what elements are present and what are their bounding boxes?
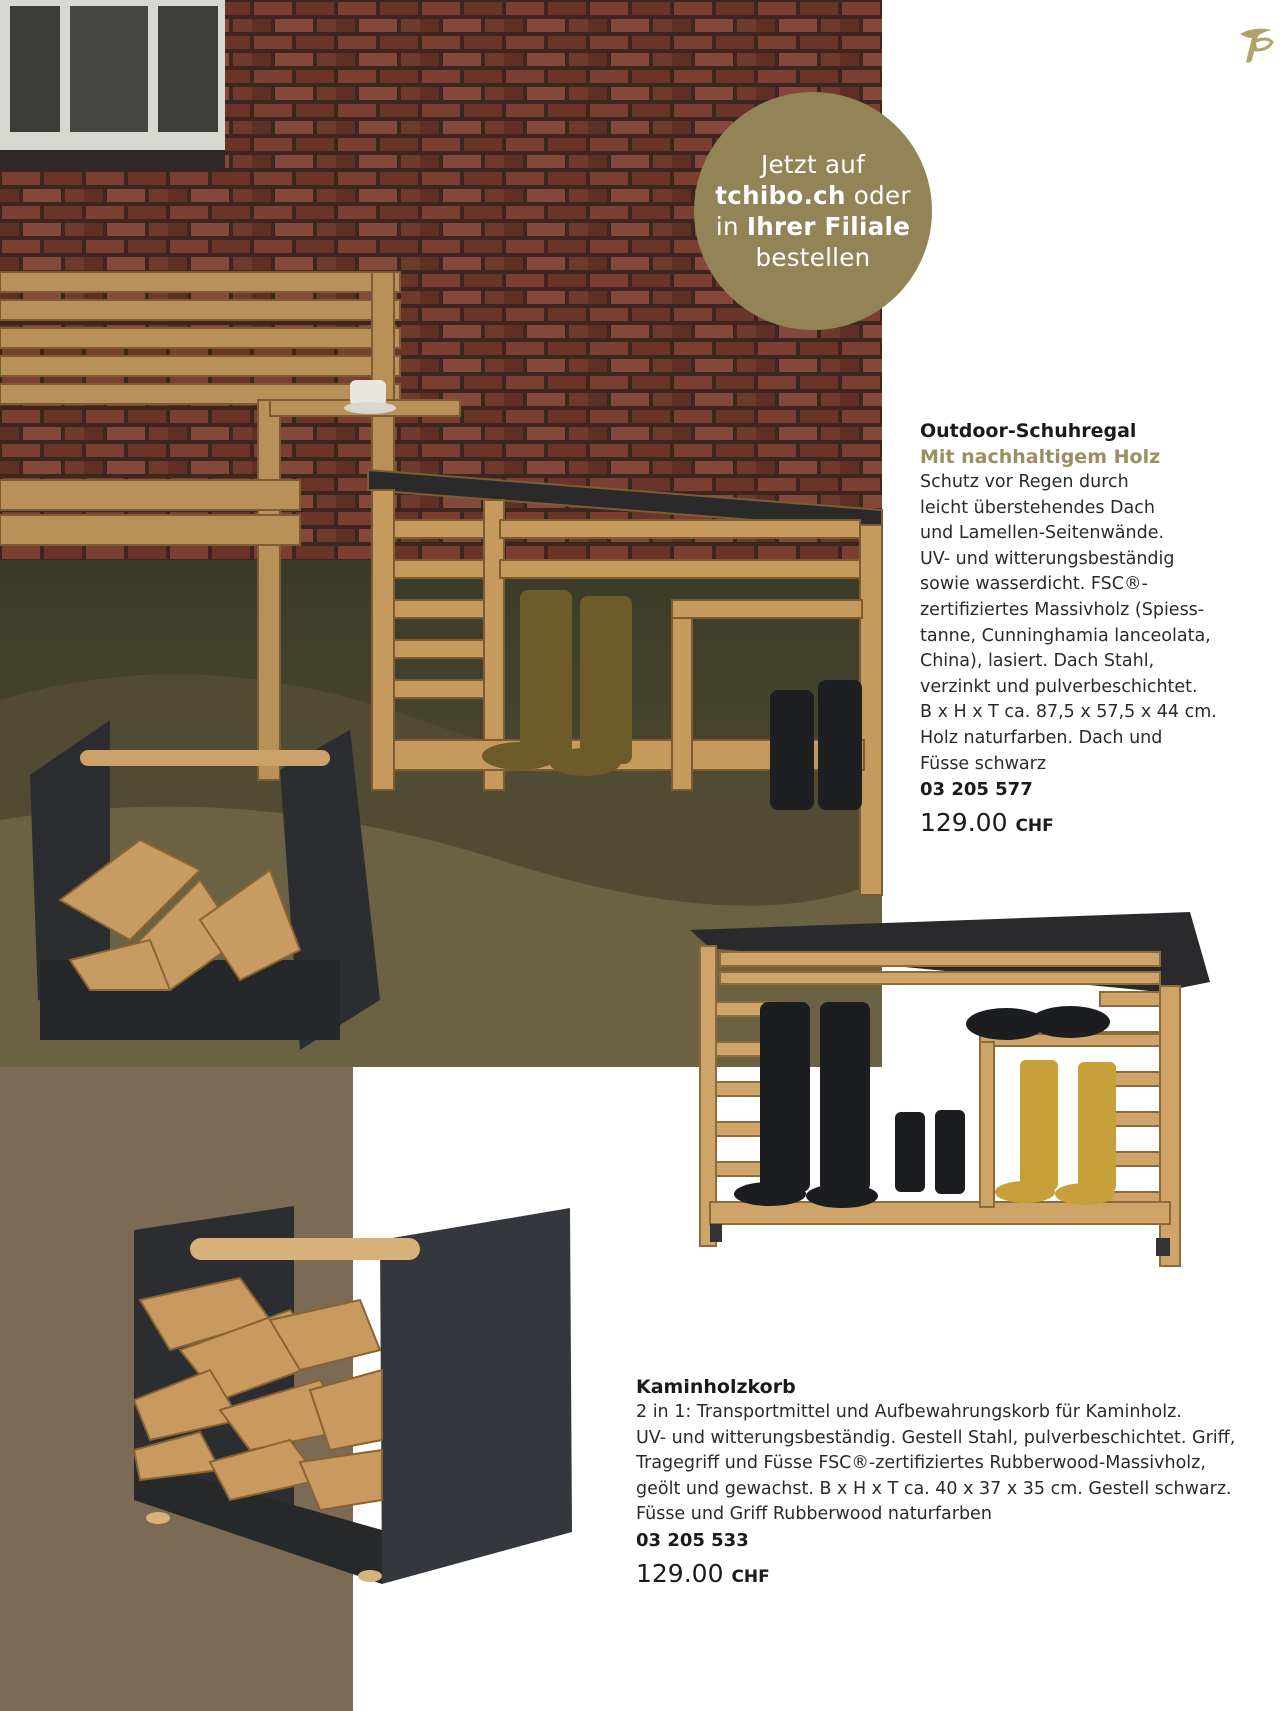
product-1-line: UV- und witterungsbeständig <box>920 548 1175 569</box>
product-1-sku: 03 205 577 <box>920 779 1033 801</box>
product-2-price <box>636 1556 1256 1595</box>
hero-photo <box>0 0 911 1067</box>
product-2-body <box>636 1400 1256 1528</box>
product-1-body <box>920 470 1260 777</box>
product-1-description <box>920 418 1260 844</box>
shoe-rack-product-image <box>690 912 1210 1282</box>
badge-line-3-pre: in <box>715 212 747 241</box>
product-2-price-value: 129.00 <box>636 1558 724 1588</box>
product-2-title: Kaminholzkorb <box>636 1376 796 1398</box>
badge-website[interactable]: tchibo.ch <box>715 181 846 210</box>
product-1-line: sowie wasserdicht. FSC®- <box>920 574 1148 595</box>
product-1-line: Füsse schwarz <box>920 753 1047 774</box>
product-1-line: leicht überstehendes Dach <box>920 497 1155 518</box>
product-1-line: verzinkt und pulverbeschichtet. <box>920 676 1198 697</box>
badge-line-1: Jetzt auf <box>760 150 866 179</box>
product-1-price-value: 129.00 <box>920 808 1008 838</box>
product-2-line: geölt und gewachst. B x H x T ca. 40 x 37 x 35 cm. Gestell schwarz. <box>636 1478 1232 1499</box>
product-1-price <box>920 805 1260 844</box>
badge-line-2 <box>715 180 910 211</box>
product-1-line: B x H x T ca. 87,5 x 57,5 x 44 cm. <box>920 702 1217 723</box>
firewood-basket-product-image <box>120 1200 580 1600</box>
product-1-line: zertifiziertes Massivholz (Spiess- <box>920 599 1205 620</box>
badge-store: Ihrer Filiale <box>746 212 911 241</box>
product-2-line: 2 in 1: Transportmittel und Aufbewahrungskorb für Kaminholz. <box>636 1402 1182 1422</box>
product-1-line: tanne, Cunninghamia lanceolata, <box>920 625 1211 646</box>
badge-line-4: bestellen <box>755 243 871 272</box>
product-2-currency: CHF <box>731 1566 770 1587</box>
badge-line-2-rest: oder <box>845 181 911 210</box>
product-1-currency: CHF <box>1015 816 1054 837</box>
product-2-description <box>636 1374 1256 1595</box>
product-1-line: China), lasiert. Dach Stahl, <box>920 651 1155 672</box>
product-1-title: Outdoor-Schuhregal <box>920 420 1137 442</box>
product-1-subtitle: Mit nachhaltigem Holz <box>920 446 1161 468</box>
product-1-line: Schutz vor Regen durch <box>920 472 1129 492</box>
order-badge <box>694 92 932 330</box>
badge-line-3 <box>716 211 910 242</box>
product-1-line: und Lamellen-Seitenwände. <box>920 523 1165 544</box>
product-2-line: Tragegriff und Füsse FSC®-zertifiziertes Rubberwood-Massivholz, <box>636 1453 1206 1474</box>
product-1-line: Holz naturfarben. Dach und <box>920 727 1163 748</box>
product-2-line: Füsse und Griff Rubberwood naturfarben <box>636 1504 992 1525</box>
product-2-line: UV- und witterungsbeständig. Gestell Stahl, pulverbeschichtet. Griff, <box>636 1427 1236 1448</box>
tchibo-logo-icon <box>1232 20 1280 68</box>
product-2-sku: 03 205 533 <box>636 1529 749 1551</box>
